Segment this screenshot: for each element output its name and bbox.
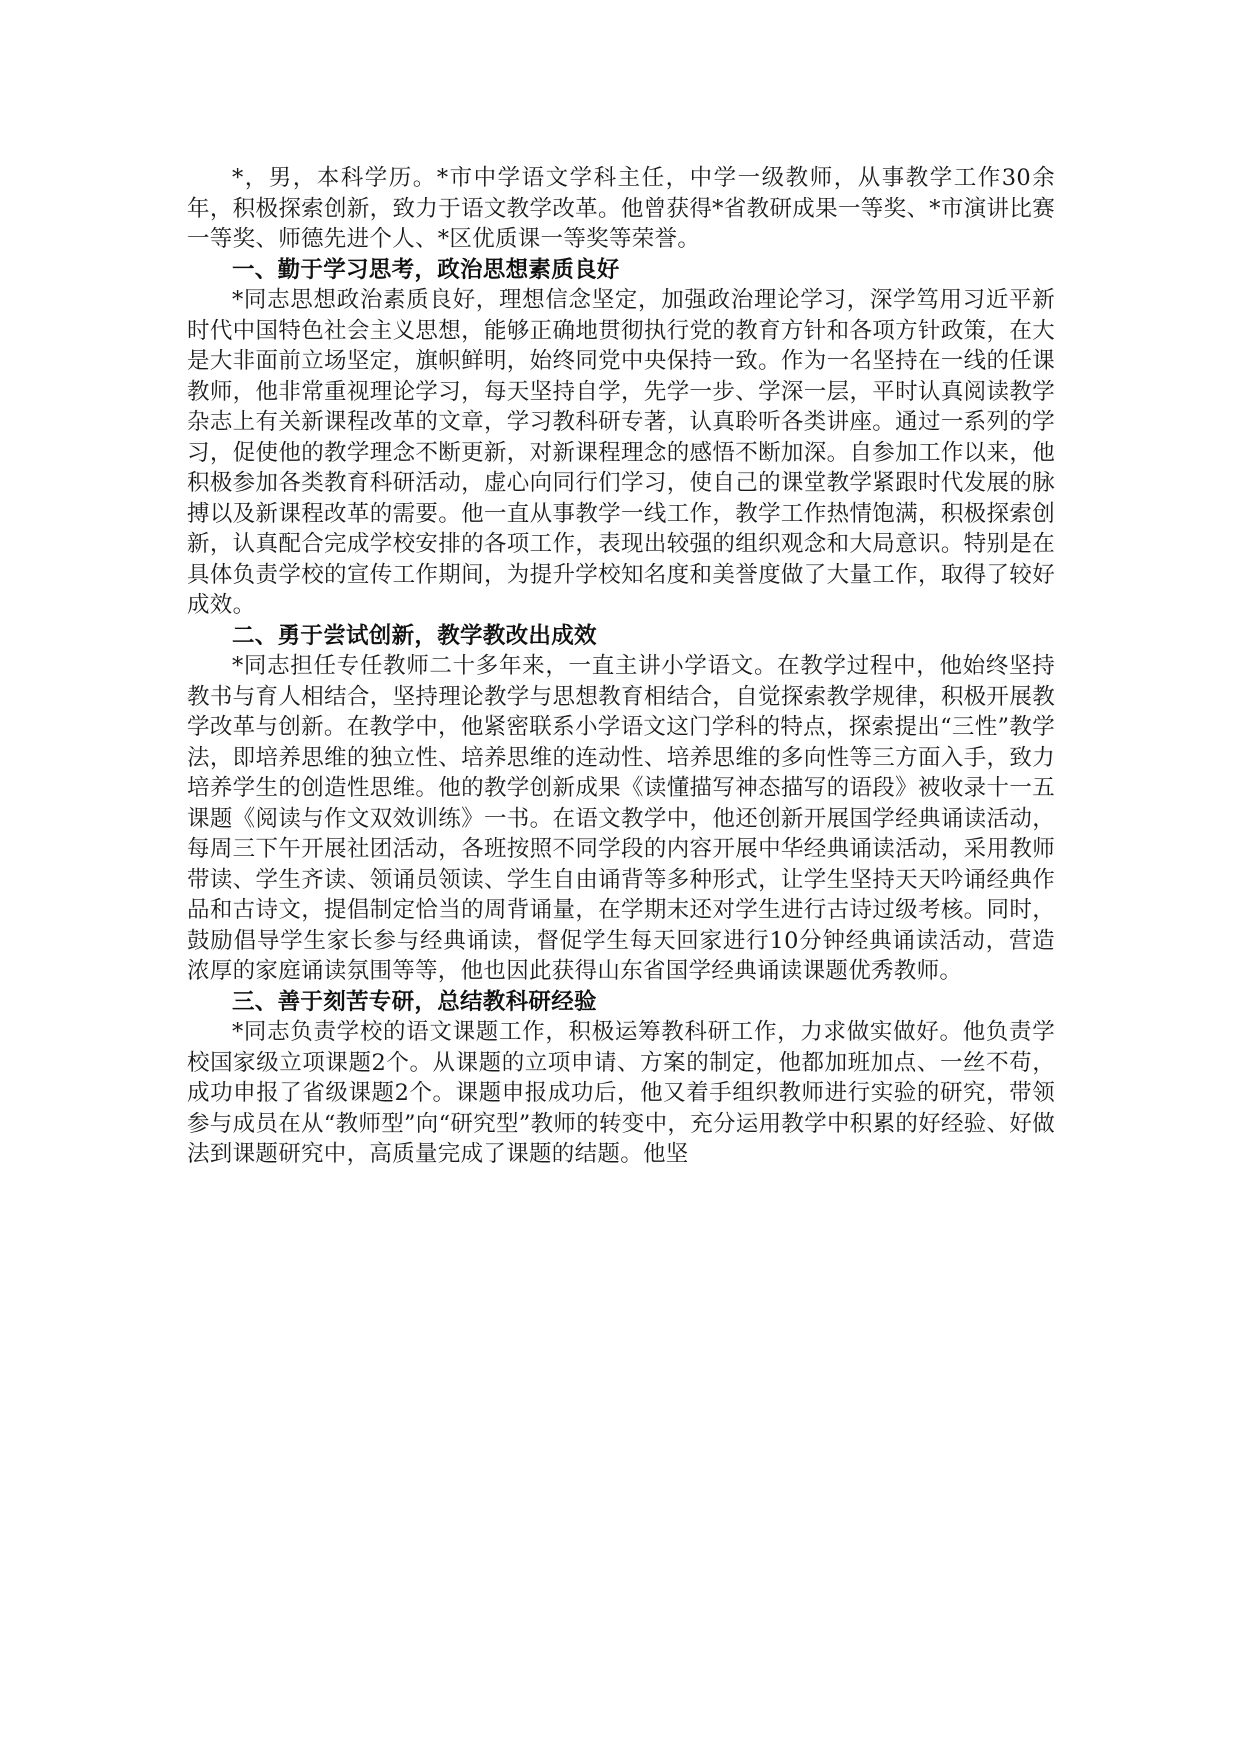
document-body xyxy=(187,163,1055,1170)
section-paragraph-3: *同志负责学校的语文课题工作，积极运筹教科研工作，力求做实做好。他负责学校国家级立项课题2个。从课题的立项申请、方案的制定，他都加班加点、一丝不苟，成功申报了省级课题2个。课题申报成功后，他又着手组织教师进行实验的研究，带领参与成员在从“教师型”向“研究型”教师的转变中，充分运用教学中积累的好经验、好做法到课题研究中，高质量完成了课题的结题。他坚 xyxy=(187,1019,1056,1167)
section-heading-3: 三、善于刻苦专研，总结教科研经验 xyxy=(232,988,597,1015)
intro-paragraph: *，男，本科学历。*市中学语文学科主任，中学一级教师，从事教学工作30余年，积极探索创新，致力于语文教学改革。他曾获得*省教研成果一等奖、*市演讲比赛一等奖、师德先进个人、*区优质课一等奖等荣誉。 xyxy=(187,165,1055,252)
section-paragraph-1: *同志思想政治素质良好，理想信念坚定，加强政治理论学习，深学笃用习近平新时代中国特色社会主义思想，能够正确地贯彻执行党的教育方针和各项方针政策，在大是大非面前立场坚定，旗帜鲜明，始终同党中央保持一致。作为一名坚持在一线的任课教师，他非常重视理论学习，每天坚持自学，先学一步、学深一层，平时认真阅读教学杂志上有关新课程改革的文章，学习教科研专著，认真聆听各类讲座。通过一系列的学习，促使他的教学理念不断更新，对新课程理念的感悟不断加深。自参加工作以来，他积极参加各类教育科研活动，虚心向同行们学习，使自己的课堂教学紧跟时代发展的脉搏以及新课程改革的需要。他一直从事教学一线工作，教学工作热情饱满，积极探索创新，认真配合完成学校安排的各项工作，表现出较强的组织观念和大局意识。特别是在具体负责学校的宣传工作期间，为提升学校知名度和美誉度做了大量工作，取得了较好成效。 xyxy=(187,287,1055,618)
section-heading-2: 二、勇于尝试创新，教学教改出成效 xyxy=(232,622,597,649)
section-paragraph-2: *同志担任专任教师二十多年来，一直主讲小学语文。在教学过程中，他始终坚持教书与育人相结合，坚持理论教学与思想教育相结合，自觉探索教学规律，积极开展教学改革与创新。在教学中，他紧密联系小学语文这门学科的特点，探索提出“三性”教学法，即培养思维的独立性、培养思维的连动性、培养思维的多向性等三方面入手，致力培养学生的创造性思维。他的教学创新成果《读懂描写神态描写的语段》被收录十一五课题《阅读与作文双效训练》一书。在语文教学中，他还创新开展国学经典诵读活动，每周三下午开展社团活动，各班按照不同学段的内容开展中华经典诵读活动，采用教师带读、学生齐读、领诵员领读、学生自由诵背等多种形式，让学生坚持天天吟诵经典作品和古诗文，提倡制定恰当的周背诵量，在学期末还对学生进行古诗过级考核。同时，鼓励倡导学生家长参与经典诵读，督促学生每天回家进行10分钟经典诵读活动，营造浓厚的家庭诵读氛围等等，他也因此获得山东省国学经典诵读课题优秀教师。 xyxy=(187,653,1055,984)
section-heading-1: 一、勤于学习思考，政治思想素质良好 xyxy=(232,256,620,283)
